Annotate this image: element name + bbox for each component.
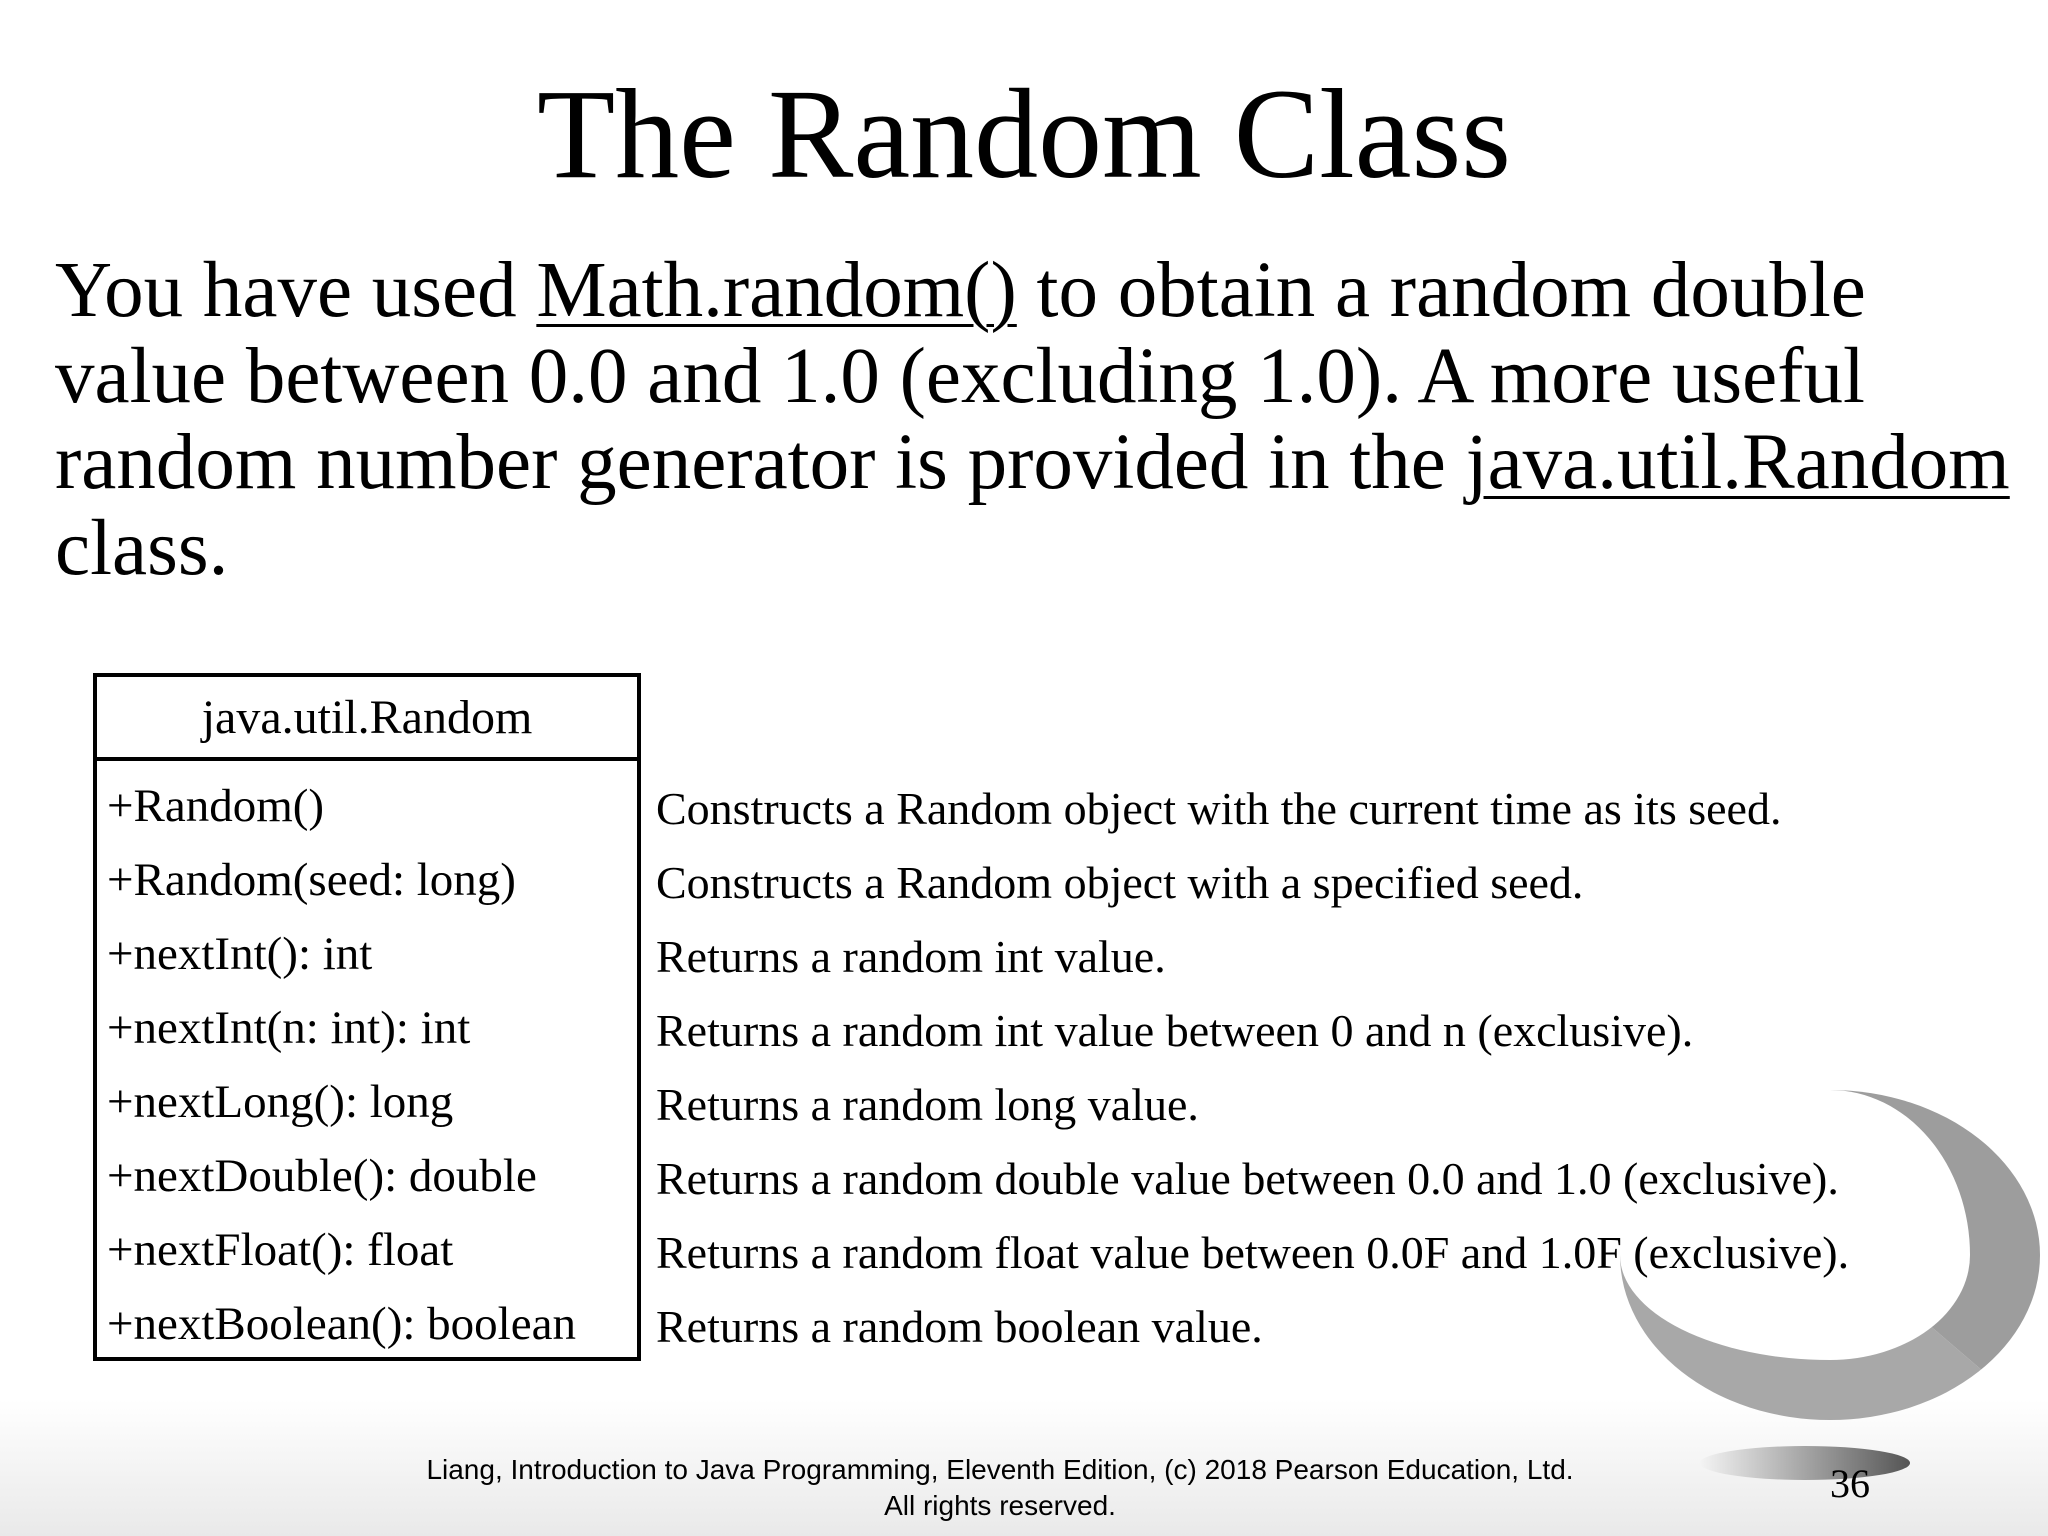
page-number: 36 — [1830, 1461, 1870, 1506]
operation-description: Returns a random boolean value. — [656, 1301, 1263, 1352]
uml-operation: +Random() — [107, 780, 325, 832]
uml-operation: +nextDouble(): double — [107, 1150, 537, 1202]
intro-paragraph — [55, 248, 2035, 592]
uml-operation: +nextBoolean(): boolean — [107, 1298, 576, 1350]
operation-description: Returns a random int value between 0 and n (exclusive). — [656, 1005, 1694, 1056]
footer-line-1: Liang, Introduction to Java Programming, Eleventh Edition, (c) 2018 Pearson Education, Ltd. — [426, 1454, 1574, 1485]
math-random-ref: Math.random() — [536, 247, 1017, 334]
footer-line-2: All rights reserved. — [884, 1490, 1116, 1521]
operation-descriptions — [656, 772, 1849, 1364]
intro-text: to obtain a random double — [1016, 247, 1866, 334]
operation-description: Constructs a Random object with the current time as its seed. — [656, 783, 1782, 834]
uml-class-diagram — [93, 673, 641, 1361]
operation-description: Constructs a Random object with a specified seed. — [656, 857, 1584, 908]
operation-description: Returns a random long value. — [656, 1079, 1199, 1130]
operation-description: Returns a random float value between 0.0F and 1.0F (exclusive). — [656, 1227, 1850, 1278]
uml-operation: +Random(seed: long) — [107, 854, 516, 906]
operation-description: Returns a random double value between 0.0 and 1.0 (exclusive). — [656, 1153, 1839, 1204]
intro-line-2: value between 0.0 and 1.0 (excluding 1.0). A more useful — [55, 333, 1865, 420]
copyright-footer — [0, 1452, 2000, 1524]
uml-operation: +nextFloat(): float — [107, 1224, 454, 1276]
java-util-random-ref: java.util.Random — [1465, 419, 2010, 506]
intro-line-1 — [55, 248, 2035, 334]
intro-text: You have used — [55, 247, 537, 334]
intro-text: random number generator is provided in the — [55, 419, 1466, 506]
uml-operation: +nextInt(n: int): int — [107, 1002, 471, 1054]
uml-operations — [97, 761, 637, 1361]
uml-operation: +nextLong(): long — [107, 1076, 454, 1128]
operation-description: Returns a random int value. — [656, 931, 1166, 982]
intro-line-4: class. — [55, 505, 229, 592]
slide-title: The Random Class — [536, 63, 1512, 205]
uml-class-name: java.util.Random — [97, 677, 637, 761]
intro-line-3 — [55, 420, 2035, 506]
uml-operation: +nextInt(): int — [107, 928, 373, 980]
